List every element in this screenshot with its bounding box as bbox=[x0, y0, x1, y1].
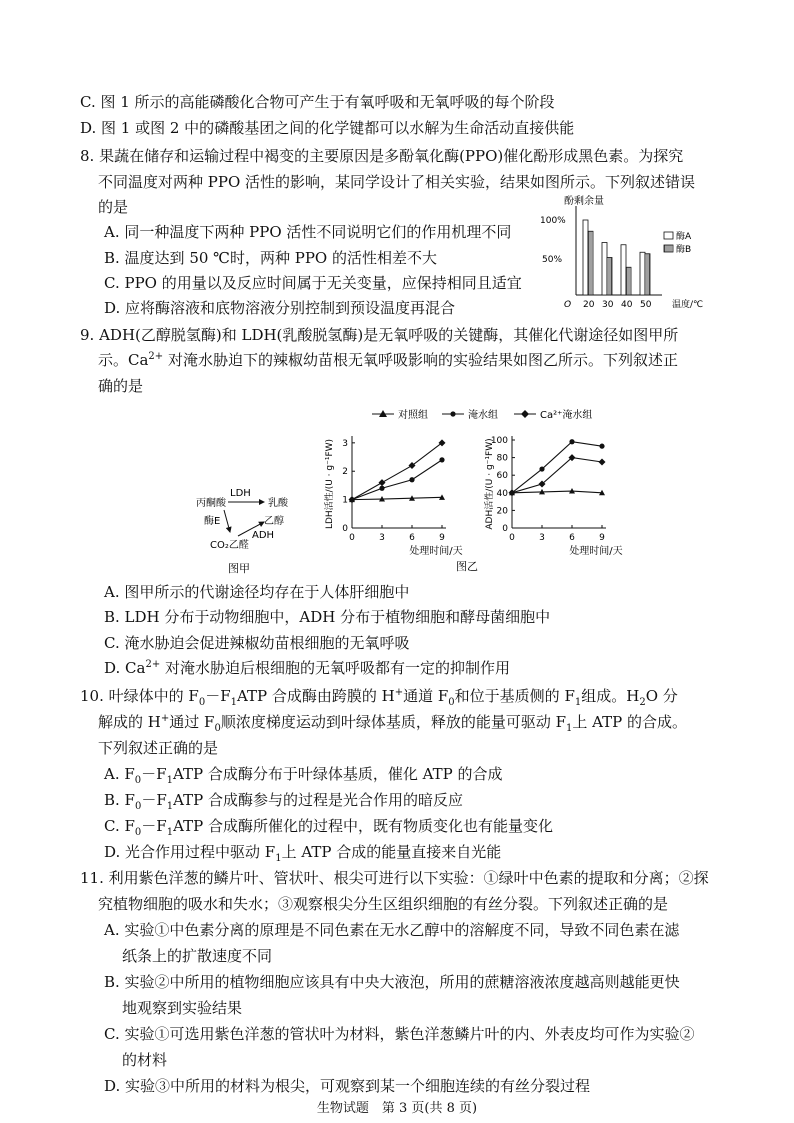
adh-xlabel: 处理时间/天 bbox=[569, 546, 623, 557]
adh-ytick-20: 20 bbox=[496, 506, 508, 517]
ldh-xtick-9: 9 bbox=[439, 533, 445, 543]
legend-flood: 淹水组 bbox=[468, 410, 498, 421]
adh-ylabel: ADH活性/(U · g⁻¹FW) bbox=[485, 438, 495, 530]
pathway-adh: ADH bbox=[252, 530, 275, 541]
ldh-ylabel: LDH活性/(U · g⁻¹FW) bbox=[325, 438, 335, 530]
adh-ytick-60: 60 bbox=[496, 471, 508, 482]
q9-option-b: B. LDH 分布于动物细胞中，ADH 分布于植物细胞和酵母菌细胞中 bbox=[104, 608, 551, 626]
legend-control: 对照组 bbox=[398, 410, 428, 421]
ldh-ytick-1: 1 bbox=[342, 495, 348, 506]
q8-option-a: A. 同一种温度下两种 PPO 活性不同说明它们的作用机理不同 bbox=[104, 223, 512, 241]
adh-xtick-0: 0 bbox=[509, 533, 515, 543]
q9-stem-1: 9. ADH(乙醇脱氢酶)和 LDH(乳酸脱氢酶)是无氧呼吸的关键酶，其催化代谢途径如图甲所 bbox=[80, 326, 679, 344]
pathway-pyruvate: 丙酮酸 bbox=[196, 498, 226, 509]
ppo-ytick-100: 100% bbox=[540, 216, 566, 226]
adh-point-1-1 bbox=[539, 466, 544, 471]
q11-option-b-2: 地观察到实验结果 bbox=[122, 999, 243, 1017]
option-d-prev: D. 图 1 或图 2 中的磷酸基团之间的化学键都可以水解为生命活动直接供能 bbox=[80, 119, 575, 137]
q8-option-b: B. 温度达到 50 ℃时，两种 PPO 的活性相差不大 bbox=[104, 249, 437, 267]
ldh-xtick-3: 3 bbox=[379, 533, 385, 543]
adh-point-1-3 bbox=[599, 444, 604, 449]
pathway-ethanol: 乙醇 bbox=[264, 516, 284, 527]
ppo-xlabel: 温度/℃ bbox=[672, 300, 704, 310]
ppo-bar-a-40 bbox=[621, 245, 626, 295]
ppo-ylabel: 酚剩余量 bbox=[564, 196, 604, 207]
q11-option-b-1: B. 实验②中所用的植物细胞应该具有中央大液泡，所用的蔗糖溶液浓度越高则越能更快 bbox=[104, 973, 680, 991]
q9-option-d: D. $Ca^{2+}$ 对淹水胁迫后根细胞的无氧呼吸都有一定的抑制作用 bbox=[104, 659, 510, 677]
q8-stem-3: 的是 bbox=[98, 198, 129, 216]
pathway-arrow-e bbox=[224, 510, 230, 532]
ldh-line-1 bbox=[352, 460, 442, 500]
ldh-point-1-1 bbox=[379, 486, 384, 491]
ldh-point-1-2 bbox=[409, 477, 414, 482]
figure-b-caption: 图乙 bbox=[456, 560, 478, 573]
ldh-line-2 bbox=[352, 443, 442, 500]
ldh-xlabel: 处理时间/天 bbox=[409, 546, 463, 557]
ppo-bar-a-50 bbox=[640, 252, 645, 295]
q10-option-a: A. $F_0-F_1ATP$ 合成酶分布于叶绿体基质，催化 ATP 的合成 bbox=[104, 765, 503, 786]
ppo-bar-chart bbox=[536, 192, 716, 318]
q11-option-c-2: 的材料 bbox=[122, 1051, 168, 1069]
q8-option-c: C. PPO 的用量以及反应时间属于无关变量，应保持相同且适宜 bbox=[104, 274, 522, 292]
pathway-enzyme-e: 酶E bbox=[204, 516, 221, 527]
ldh-ytick-2: 2 bbox=[342, 467, 348, 478]
adh-line-2 bbox=[512, 458, 602, 493]
pathway-lactate: 乳酸 bbox=[268, 498, 288, 509]
ppo-bars bbox=[583, 220, 650, 295]
q11-option-a-1: A. 实验①中色素分离的原理是不同色素在无水乙醇中的溶解度不同，导致不同色素在滤 bbox=[104, 921, 680, 939]
q9-stem-2: 示。$Ca^{2+}$ 对淹水胁迫下的辣椒幼苗根无氧呼吸影响的实验结果如图乙所示。下列叙述正 bbox=[98, 351, 678, 369]
q8-stem-1: 8. 果蔬在储存和运输过程中褐变的主要原因是多酚氧化酶(PPO)催化酚形成黑色素。为探究 bbox=[80, 147, 684, 165]
adh-ytick-100: 100 bbox=[490, 436, 508, 446]
page-footer: 生物试题 第 3 页(共 8 页) bbox=[316, 1101, 478, 1116]
legend-swatch-a bbox=[664, 232, 673, 239]
ppo-origin: O bbox=[564, 300, 572, 310]
ppo-bar-b-40 bbox=[626, 267, 631, 295]
ldh-line-chart bbox=[323, 436, 463, 557]
legend-ca-flood: Ca²⁺淹水组 bbox=[540, 410, 593, 421]
ldh-point-1-3 bbox=[439, 457, 444, 462]
adh-line-0 bbox=[512, 491, 602, 493]
legend-label-a: 酶A bbox=[676, 232, 692, 242]
legend-swatch-b bbox=[664, 245, 673, 252]
q10-stem-3: 下列叙述正确的是 bbox=[98, 739, 219, 757]
adh-point-2-3 bbox=[599, 459, 606, 466]
q9-stem-3: 确的是 bbox=[98, 377, 144, 395]
q8-option-d: D. 应将酶溶液和底物溶液分别控制到预设温度再混合 bbox=[104, 299, 456, 317]
figure-b-legend bbox=[372, 408, 592, 421]
figure-b bbox=[318, 400, 630, 578]
q8-stem-2: 不同温度对两种 PPO 活性的影响，某同学设计了相关实验，结果如图所示。下列叙述错误 bbox=[98, 173, 696, 191]
q9-option-c: C. 淹水胁迫会促进辣椒幼苗根细胞的无氧呼吸 bbox=[104, 634, 410, 652]
adh-point-1-2 bbox=[569, 439, 574, 444]
q11-option-c-1: C. 实验①可选用紫色洋葱的管状叶为材料，紫色洋葱鳞片叶的内、外表皮均可作为实验② bbox=[104, 1025, 695, 1043]
q11-stem-1: 11. 利用紫色洋葱的鳞片叶、管状叶、根尖可进行以下实验：①绿叶中色素的提取和分离；②探 bbox=[80, 869, 709, 887]
adh-line-1 bbox=[512, 442, 602, 493]
q10-option-b: B. $F_0-F_1ATP$ 合成酶参与的过程是光合作用的暗反应 bbox=[104, 791, 464, 812]
pathway-diagram bbox=[196, 480, 316, 578]
ppo-xticks bbox=[583, 300, 652, 310]
ldh-ytick-0: 0 bbox=[342, 524, 348, 534]
q10-option-c: C. $F_0-F_1ATP$ 合成酶所催化的过程中，既有物质变化也有能量变化 bbox=[104, 817, 553, 838]
ppo-ytick-50: 50% bbox=[542, 255, 563, 265]
ppo-bar-a-20 bbox=[583, 220, 588, 295]
q9-option-a: A. 图甲所示的代谢途径均存在于人体肝细胞中 bbox=[104, 583, 410, 601]
adh-ytick-40: 40 bbox=[496, 488, 508, 499]
adh-xtick-9: 9 bbox=[599, 533, 605, 543]
legend-label-b: 酶B bbox=[676, 245, 692, 255]
adh-xtick-6: 6 bbox=[569, 533, 575, 543]
q10-stem-2: 解成的 H+通过 $F_0$顺浓度梯度运动到叶绿体基质，释放的能量可驱动 $F_1$上 ATP 的合成。 bbox=[98, 713, 688, 734]
ppo-xtick-50: 50 bbox=[640, 300, 652, 310]
ldh-point-2-1 bbox=[379, 479, 386, 486]
adh-line-chart bbox=[483, 436, 623, 557]
ppo-bar-b-20 bbox=[588, 231, 593, 295]
q10-option-d: D. 光合作用过程中驱动 $F_1$上 ATP 合成的能量直接来自光能 bbox=[104, 843, 502, 864]
q10-stem-1: 10. 叶绿体中的 $F_0-F_1ATP$ 合成酶由跨膜的 H+通道 $F_0$和位于基质侧的 $F_1$组成。$H_2O$ 分 bbox=[80, 687, 678, 708]
adh-xtick-3: 3 bbox=[539, 533, 545, 543]
pathway-co2-aldehyde: CO₂乙醛 bbox=[210, 540, 249, 551]
q11-stem-2: 究植物细胞的吸水和失水；③观察根尖分生区组织细胞的有丝分裂。下列叙述正确的是 bbox=[98, 895, 669, 913]
ppo-xtick-20: 20 bbox=[583, 300, 595, 310]
ppo-xtick-30: 30 bbox=[602, 300, 614, 310]
ldh-ytick-3: 3 bbox=[342, 438, 348, 449]
ldh-line-0 bbox=[352, 497, 442, 499]
ppo-bar-a-30 bbox=[602, 243, 607, 296]
ppo-xtick-40: 40 bbox=[621, 300, 633, 310]
adh-ytick-0: 0 bbox=[502, 524, 508, 534]
ldh-xtick-6: 6 bbox=[409, 533, 415, 543]
option-c-prev: C. 图 1 所示的高能磷酸化合物可产生于有氧呼吸和无氧呼吸的每个阶段 bbox=[80, 93, 555, 111]
adh-ytick-80: 80 bbox=[496, 453, 508, 464]
figure-a-caption: 图甲 bbox=[228, 562, 250, 575]
ldh-xtick-0: 0 bbox=[349, 533, 355, 543]
q11-option-a-2: 纸条上的扩散速度不同 bbox=[122, 947, 273, 965]
q11-option-d: D. 实验③中所用的材料为根尖，可观察到某一个细胞连续的有丝分裂过程 bbox=[104, 1077, 591, 1095]
ppo-bar-b-30 bbox=[607, 258, 612, 296]
ppo-bar-b-50 bbox=[645, 254, 650, 295]
pathway-ldh: LDH bbox=[230, 488, 251, 499]
